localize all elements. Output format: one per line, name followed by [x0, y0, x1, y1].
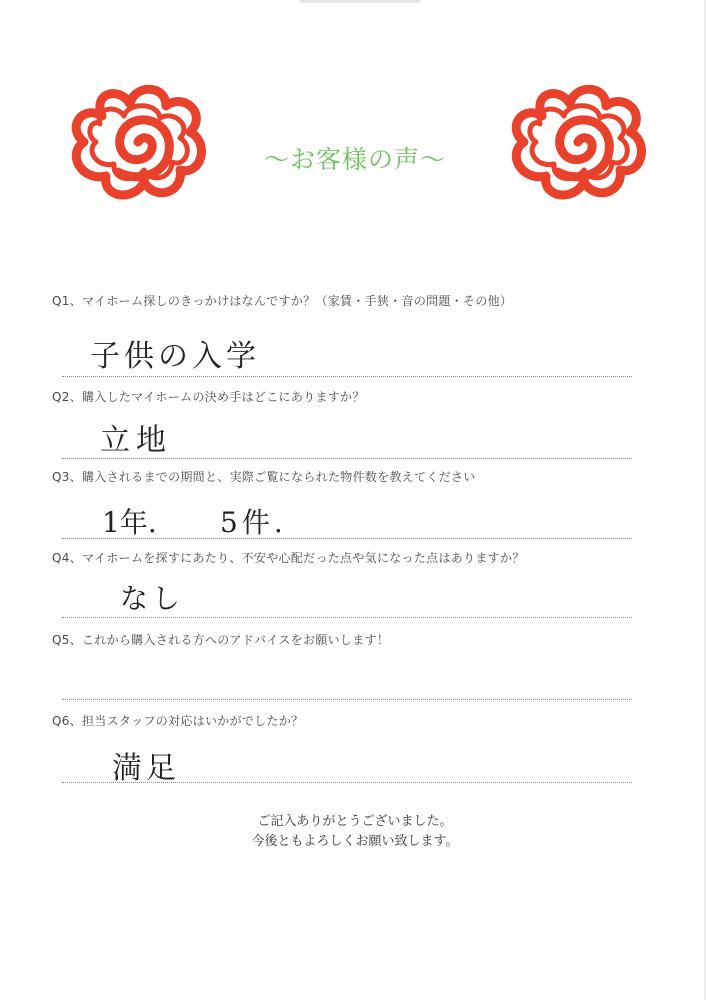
question-3: Q3、購入されるまでの期間と、実際ご覧になられた物件数を教えてください	[52, 470, 476, 484]
answer-2: 立地	[100, 423, 172, 458]
question-6: Q6、担当スタッフの対応はいかがでしたか？	[52, 714, 304, 728]
scan-mark	[300, 0, 420, 3]
flower-icon	[62, 78, 212, 208]
answer-line-2	[62, 458, 632, 459]
question-2: Q2、購入したマイホームの決め手はどこにありますか？	[52, 390, 365, 404]
closing-regards: 今後ともよろしくお願い致します。	[251, 834, 459, 849]
page-title: ～お客様の声～	[263, 145, 446, 174]
answer-3-count: 5件.	[220, 506, 287, 539]
closing-thanks: ご記入ありがとうございました。	[257, 814, 453, 829]
flower-icon	[502, 78, 652, 208]
question-1: Q1、マイホーム探しのきっかけはなんですか？（家賃・手狭・音の問題・その他）	[52, 294, 513, 308]
answer-1: 子供の入学	[90, 339, 260, 374]
answer-line-3	[62, 538, 632, 539]
answer-4: なし	[120, 582, 185, 615]
answer-3-period: 1年.	[102, 506, 157, 539]
answer-line-6	[62, 782, 632, 783]
answer-6: 満足	[112, 751, 180, 786]
answer-line-4	[62, 617, 632, 618]
question-5: Q5、これから購入される方へのアドバイスをお願いします！	[52, 633, 390, 647]
answer-line-5	[62, 699, 632, 700]
answer-line-1	[62, 376, 632, 377]
question-4: Q4、マイホームを探すにあたり、不安や心配だった点や気になった点はありますか？	[52, 551, 525, 565]
